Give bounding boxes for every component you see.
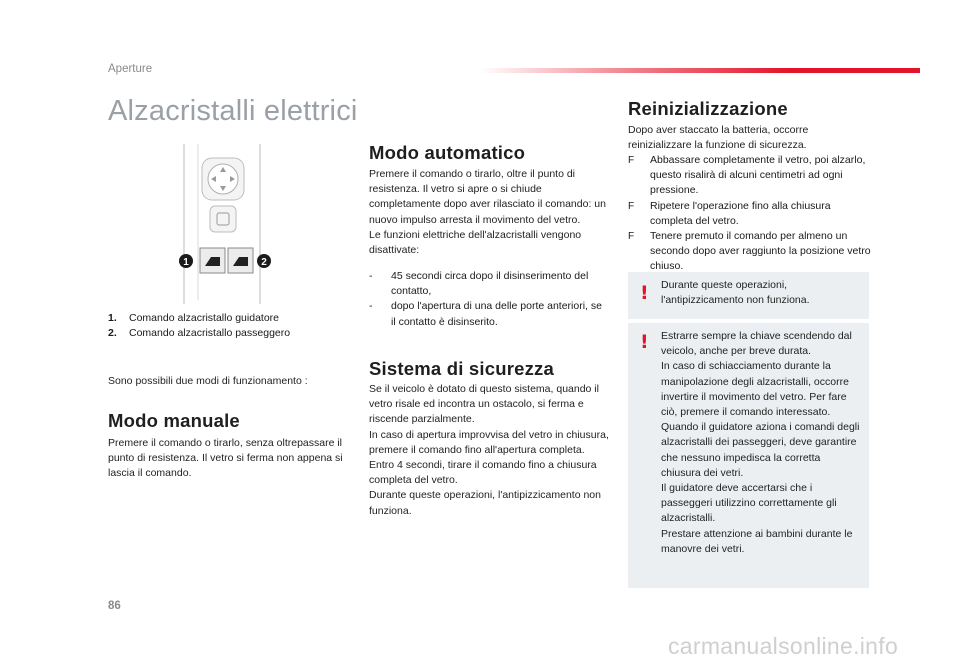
list-item bbox=[628, 153, 873, 199]
warning-icon: ! bbox=[640, 282, 649, 304]
page-number: 86 bbox=[108, 600, 121, 612]
warning-line: Quando il guidatore aziona i comandi degli alzacristalli dei passeggeri, deve garantire che nessuno impedisca la corretta chiusura dei vetri. bbox=[661, 421, 860, 479]
door-control-illustration bbox=[172, 140, 282, 308]
list-item-text: Tenere premuto il comando per almeno un secondo dopo aver raggiunto la posizione vetro chiuso. bbox=[650, 230, 871, 273]
illustration-legend bbox=[108, 311, 348, 341]
dash-marker: - bbox=[369, 300, 373, 313]
warning-text bbox=[661, 329, 861, 557]
list-item-text: dopo l'apertura di una delle porte anteriori, se il contatto è disinserito. bbox=[391, 300, 602, 328]
automatic-mode-list bbox=[369, 269, 609, 330]
dash-marker: - bbox=[369, 270, 373, 282]
legend-number: 2. bbox=[108, 327, 117, 339]
passenger-window-switch bbox=[228, 248, 253, 273]
safety-body-3: Durante queste operazioni, l'antipizzicamento non funziona. bbox=[369, 489, 601, 517]
warning-text: Durante queste operazioni, l'antipizzicamento non funziona. bbox=[661, 279, 810, 307]
badge-2 bbox=[257, 254, 271, 268]
warning-line: Il guidatore deve accertarsi che i passeggeri utilizzino correttamente gli alzacristalli. bbox=[661, 482, 837, 525]
automatic-mode-body-2: Le funzioni elettriche dell'alzacristalli vengono disattivate: bbox=[369, 228, 582, 257]
section-label: Aperture bbox=[108, 63, 153, 75]
list-item-text: Ripetere l'operazione fino alla chiusura completa del vetro. bbox=[650, 199, 831, 227]
list-item bbox=[628, 199, 873, 229]
list-item bbox=[369, 299, 609, 329]
step-marker: F bbox=[628, 200, 635, 212]
list-item-text: Abbassare completamente il vetro, poi alzarlo, questo risalirà di alcuni centimetri ad ogni pressione. bbox=[650, 154, 866, 197]
header-accent-rule bbox=[480, 68, 920, 73]
driver-window-switch bbox=[200, 248, 225, 273]
warning-icon: ! bbox=[640, 331, 649, 353]
automatic-mode-body: Premere il comando o tirarlo, oltre il punto di resistenza. Il vetro si apre o si chiude completamente dopo aver rilasciato il comando: un nuovo impulso arresta il movimento del vetro. bbox=[369, 168, 606, 226]
svg-text:1: 1 bbox=[183, 257, 189, 268]
safety-body: Se il veicolo è dotato di questo sistema, quando il vetro risale ed incontra un ostacolo, si ferma e riscende parzialmente. bbox=[369, 383, 599, 426]
manual-mode-heading: Modo manuale bbox=[108, 410, 240, 431]
safety-system-text bbox=[369, 382, 611, 519]
page-title: Alzacristalli elettrici bbox=[108, 95, 358, 127]
warning-line: Prestare attenzione ai bambini durante le manovre dei vetri. bbox=[661, 527, 853, 555]
step-marker: F bbox=[628, 231, 635, 243]
list-item bbox=[108, 326, 348, 341]
warning-line: Estrarre sempre la chiave scendendo dal veicolo, anche per breve durata. bbox=[661, 330, 852, 358]
window-lock-icon bbox=[210, 206, 236, 232]
automatic-mode-text bbox=[369, 167, 609, 258]
legend-number: 1. bbox=[108, 312, 117, 324]
warning-box-anti-pinch bbox=[628, 272, 869, 319]
legend-text: Comando alzacristallo passeggero bbox=[129, 327, 291, 339]
reinit-heading: Reinizializzazione bbox=[628, 98, 788, 119]
list-item bbox=[628, 229, 873, 275]
safety-system-heading: Sistema di sicurezza bbox=[369, 358, 554, 379]
warning-line: In caso di schiacciamento durante la manipolazione degli alzacristalli, occorre invertire il movimento del vetro. Per fare ciò, premere il comando interessato. bbox=[661, 360, 849, 419]
list-item bbox=[108, 311, 348, 326]
step-marker: F bbox=[628, 155, 635, 166]
list-item-text: 45 secondi circa dopo il disinserimento del contatto, bbox=[391, 270, 589, 298]
svg-text:2: 2 bbox=[261, 257, 267, 268]
mirror-control-icon bbox=[202, 158, 244, 200]
reinit-text: Dopo aver staccato la batteria, occorre reinizializzare la funzione di sicurezza. bbox=[628, 124, 809, 152]
automatic-mode-heading: Modo automatico bbox=[369, 142, 526, 163]
safety-body-2: In caso di apertura improvvisa del vetro in chiusura, premere il comando fino all'apertura completa. Entro 4 secondi, tirare il comando fino a chiusura completa del vetro. bbox=[369, 428, 609, 487]
legend-text: Comando alzacristallo guidatore bbox=[129, 312, 279, 324]
badge-1 bbox=[179, 254, 193, 268]
warning-box-safety bbox=[628, 323, 869, 588]
list-item bbox=[369, 269, 609, 299]
intro-text: Sono possibili due modi di funzionamento : bbox=[108, 375, 308, 387]
watermark: carmanualsonline.info bbox=[668, 633, 899, 659]
reinit-steps bbox=[628, 153, 873, 275]
manual-mode-text: Premere il comando o tirarlo, senza oltrepassare il punto di resistenza. Il vetro si ferma non appena si lascia il comando. bbox=[108, 437, 343, 480]
